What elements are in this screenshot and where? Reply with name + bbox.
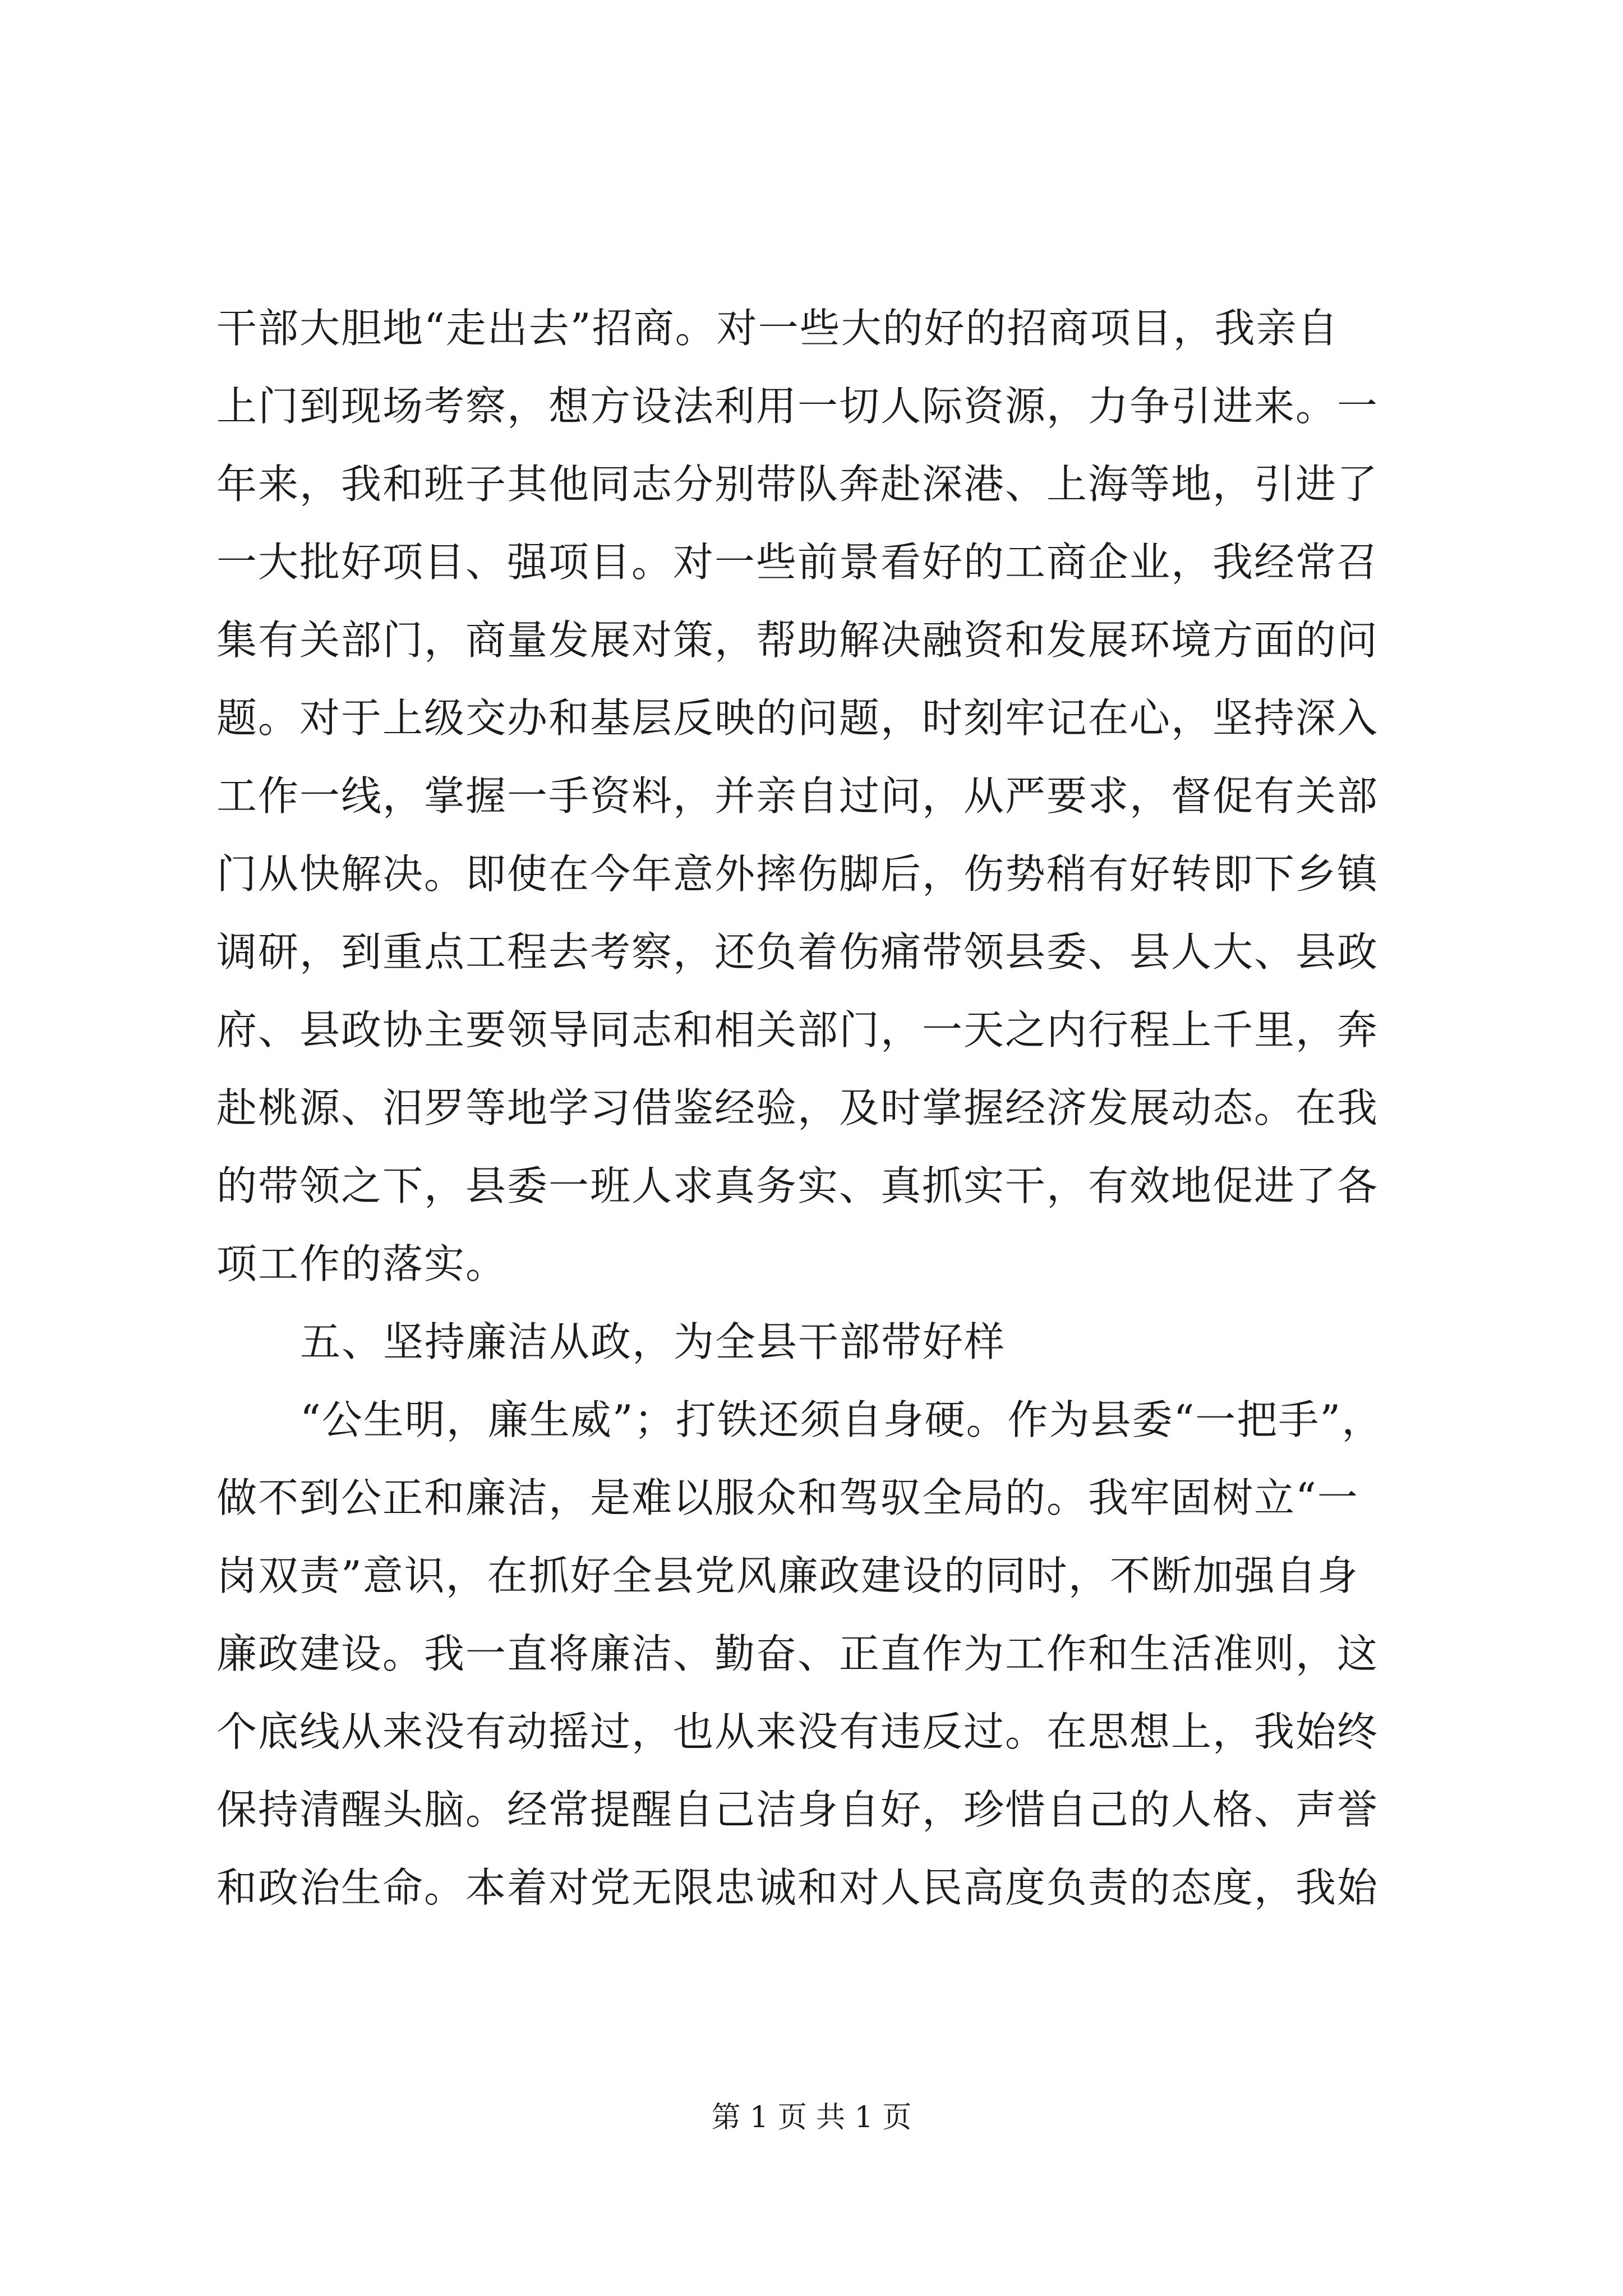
text-line: “公生明，廉生威”；打铁还须自身硬。作为县委“一把手”， — [300, 1396, 1384, 1443]
text-line: 题。对于上级交办和基层反映的问题，时刻牢记在心，坚持深入 — [216, 694, 1379, 742]
text-line: 府、县政协主要领导同志和相关部门，一天之内行程上千里，奔 — [216, 1006, 1379, 1053]
text-line: 年来，我和班子其他同志分别带队奔赴深港、上海等地，引进了 — [216, 461, 1379, 508]
text-line: 廉政建设。我一直将廉洁、勤奋、正直作为工作和生活准则，这 — [216, 1630, 1379, 1677]
section-heading: 五、坚持廉洁从政，为全县干部带好样 — [300, 1318, 1006, 1365]
text-line: 赴桃源、汨罗等地学习借鉴经验，及时掌握经济发展动态。在我 — [216, 1084, 1379, 1131]
text-line: 的带领之下，县委一班人求真务实、真抓实干，有效地促进了各 — [216, 1162, 1379, 1209]
text-line: 做不到公正和廉洁，是难以服众和驾驭全局的。我牢固树立“一 — [216, 1474, 1359, 1521]
text-line: 上门到现场考察，想方设法利用一切人际资源，力争引进来。一 — [216, 383, 1379, 430]
page-footer: 第 1 页 共 1 页 — [711, 2101, 912, 2134]
text-line: 个底线从来没有动摇过，也从来没有违反过。在思想上，我始终 — [216, 1708, 1379, 1755]
text-line: 岗双责”意识，在抓好全县党风廉政建设的同时，不断加强自身 — [216, 1552, 1359, 1599]
text-line: 工作一线，掌握一手资料，并亲自过问，从严要求，督促有关部 — [216, 772, 1379, 820]
text-line: 集有关部门，商量发展对策，帮助解决融资和发展环境方面的问 — [216, 616, 1379, 664]
text-line: 干部大胆地“走出去”招商。对一些大的好的招商项目，我亲自 — [216, 305, 1339, 352]
text-line: 项工作的落实。 — [216, 1240, 508, 1287]
text-line: 一大批好项目、强项目。对一些前景看好的工商企业，我经常召 — [216, 539, 1379, 586]
text-line: 门从快解决。即使在今年意外摔伤脚后，伤势稍有好转即下乡镇 — [216, 850, 1379, 898]
text-line: 和政治生命。本着对党无限忠诚和对人民高度负责的态度，我始 — [216, 1864, 1379, 1911]
text-line: 保持清醒头脑。经常提醒自己洁身自好，珍惜自己的人格、声誉 — [216, 1786, 1379, 1833]
text-line: 调研，到重点工程去考察，还负着伤痛带领县委、县人大、县政 — [216, 928, 1379, 976]
